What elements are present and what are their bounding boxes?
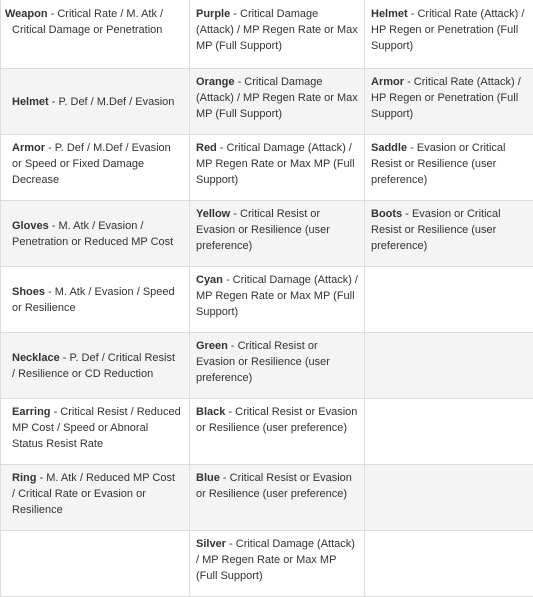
cell-item-name: Gloves [12,220,49,232]
cell-item-desc: - Critical Resist or Evasion or Resilience (user preference) [196,208,330,252]
cell-item-name: Shoes [12,286,45,298]
cell-item-desc: - Critical Rate / M. Atk / Critical Damage or Penetration [12,8,163,36]
cell-item-name: Yellow [196,208,230,220]
cell-item-desc: - Evasion or Critical Resist or Resilience (user preference) [371,142,506,186]
table-cell [190,0,365,69]
table-row [1,0,533,69]
cell-item-name: Ring [12,472,36,484]
cell-item-desc: - P. Def / Critical Resist / Resilience or CD Reduction [12,352,175,380]
cell-item-desc: - Critical Resist or Evasion or Resilience (user preference) [196,340,330,384]
table-cell [365,333,533,399]
cell-item-desc: - Critical Rate (Attack) / HP Regen or Penetration (Full Support) [371,76,521,120]
table-row [1,333,533,399]
table-cell [1,333,190,399]
table-cell [190,399,365,465]
table-cell [1,135,190,201]
cell-item-name: Boots [371,208,402,220]
cell-item-name: Saddle [371,142,407,154]
table-cell [1,267,190,333]
cell-item-name: Weapon [5,8,48,20]
cell-item-name: Armor [371,76,404,88]
table-cell [190,333,365,399]
table-row [1,267,533,333]
table-cell [1,399,190,465]
cell-item-desc: - M. Atk / Evasion / Speed or Resilience [12,286,175,314]
cell-item-desc: - Critical Resist or Evasion or Resilience (user preference) [196,406,357,434]
cell-item-desc: - Critical Rate (Attack) / HP Regen or Penetration (Full Support) [371,8,524,52]
table-cell [190,531,365,597]
table-row [1,531,533,597]
cell-item-name: Helmet [371,8,408,20]
cell-item-desc: - M. Atk / Reduced MP Cost / Critical Rate or Evasion or Resilience [12,472,175,516]
cell-item-desc: - P. Def / M.Def / Evasion or Speed or Fixed Damage Decrease [12,142,171,186]
cell-item-name: Cyan [196,274,223,286]
cell-item-name: Green [196,340,228,352]
table-cell [365,135,533,201]
cell-item-desc: - P. Def / M.Def / Evasion [49,96,175,108]
cell-item-desc: - Critical Damage (Attack) / MP Regen Rate or Max MP (Full Support) [196,274,358,318]
table-cell [1,531,190,597]
table-row [1,69,533,135]
cell-item-desc: - Critical Damage (Attack) / MP Regen Rate or Max MP (Full Support) [196,76,358,120]
cell-item-desc: - Evasion or Critical Resist or Resilience (user preference) [371,208,501,252]
table-row [1,201,533,267]
cell-item-desc: - M. Atk / Evasion / Penetration or Reduced MP Cost [12,220,173,248]
cell-item-desc: - Critical Damage (Attack) / MP Regen Rate or Max MP (Full Support) [196,538,355,582]
cell-item-desc: - Critical Resist or Evasion or Resilience (user preference) [196,472,352,500]
table-cell [365,399,533,465]
table-cell [365,0,533,69]
cell-item-name: Silver [196,538,226,550]
cell-item-name: Armor [12,142,45,154]
table-cell [1,0,190,69]
cell-item-name: Orange [196,76,235,88]
cell-item-name: Earring [12,406,51,418]
cell-item-desc: - Critical Damage (Attack) / MP Regen Rate or Max MP (Full Support) [196,8,358,52]
table-cell [1,69,190,135]
table-row [1,399,533,465]
cell-item-name: Blue [196,472,220,484]
table-cell [365,201,533,267]
table-cell [190,201,365,267]
table-cell [365,267,533,333]
table-cell [365,69,533,135]
table-cell [190,69,365,135]
cell-item-name: Necklace [12,352,60,364]
cell-item-name: Black [196,406,225,418]
table-row [1,465,533,531]
table-cell [190,465,365,531]
table-cell [365,465,533,531]
cell-item-name: Purple [196,8,230,20]
cell-item-name: Helmet [12,96,49,108]
cell-item-name: Red [196,142,217,154]
table-cell [1,201,190,267]
table-cell [190,135,365,201]
table-row [1,135,533,201]
table-cell [365,531,533,597]
cell-item-desc: - Critical Resist / Reduced MP Cost / Speed or Abnoral Status Resist Rate [12,406,181,450]
table-cell [190,267,365,333]
cell-item-desc: - Critical Damage (Attack) / MP Regen Rate or Max MP (Full Support) [196,142,355,186]
table-cell [1,465,190,531]
